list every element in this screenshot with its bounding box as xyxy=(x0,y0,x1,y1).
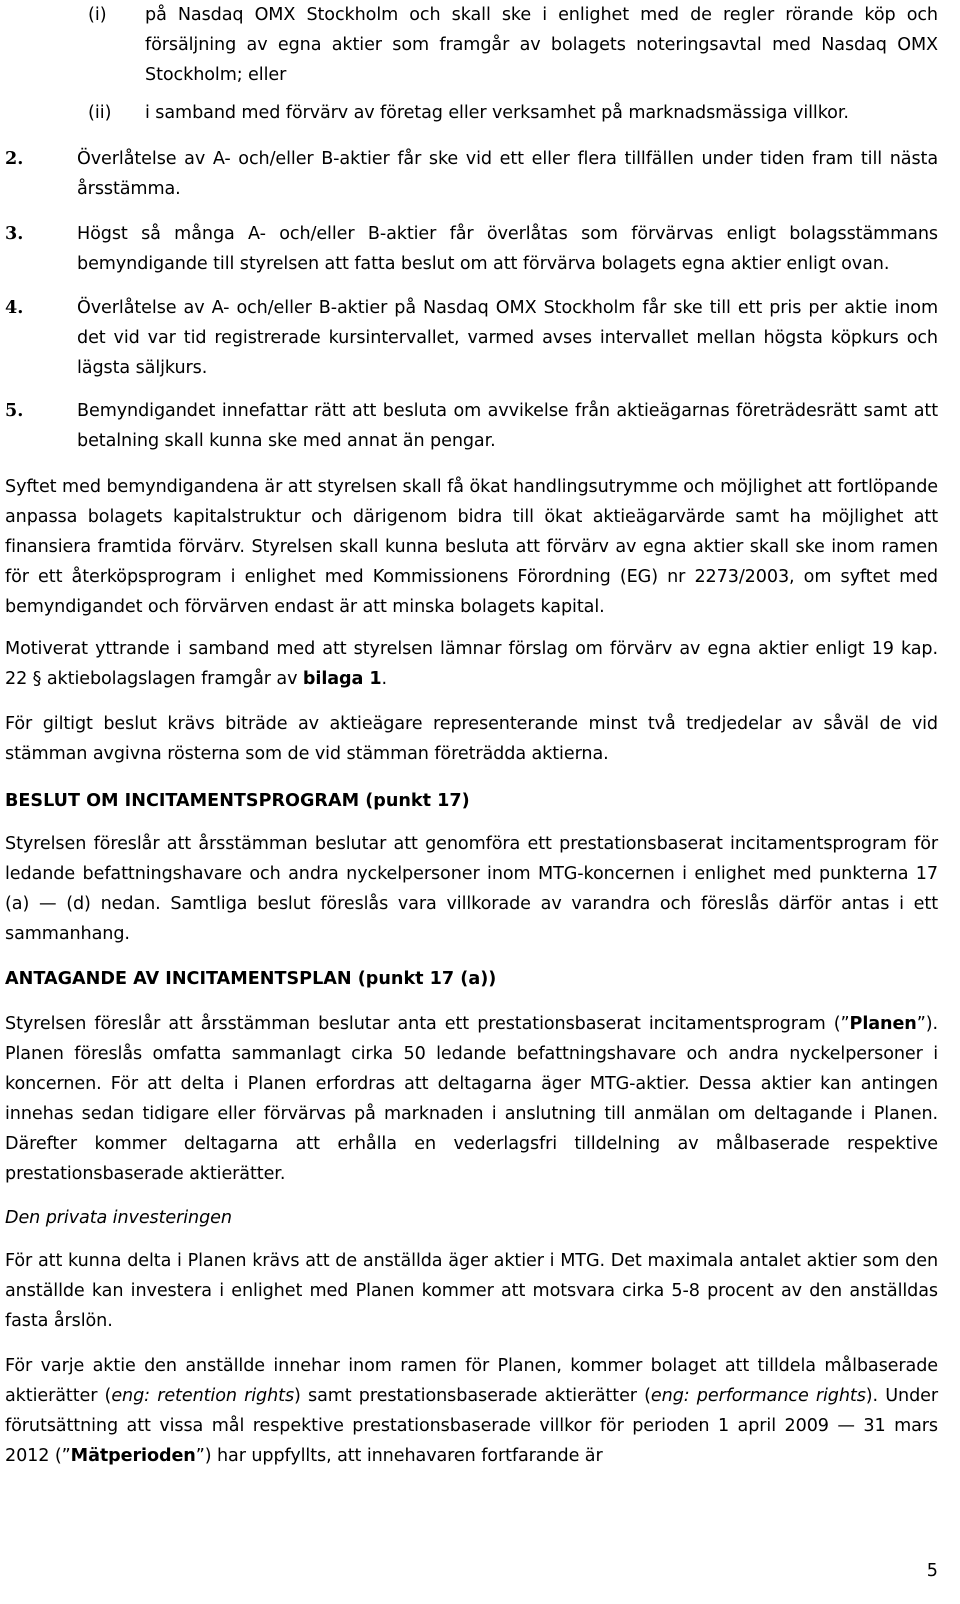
list-label: (i) xyxy=(88,5,107,25)
paragraph-styrelsen-1: Styrelsen föreslår att årsstämman beslutar att genomföra ett prestationsbaserat incitamentsprogram för ledande befattningshavare och andra nyckelpersoner inom MTG-koncernen i enlighet med punkterna 17 (a) — (d) nedan. Samtliga beslut föreslås vara villkorade av varandra och föreslås därför antas i ett sammanhang. xyxy=(5,834,938,944)
list-number: 5. xyxy=(5,400,24,421)
heading-antagande: ANTAGANDE AV INCITAMENTSPLAN (punkt 17 (a)) xyxy=(5,969,497,989)
list-text: Bemyndigandet innefattar rätt att besluta om avvikelse från aktieägarnas företrädesrätt samt att betalning skall kunna ske med annat än pengar. xyxy=(77,401,938,451)
list-text: Högst så många A- och/eller B-aktier får överlåtas som förvärvas enligt bolagsstämmans bemyndigande till styrelsen att fatta beslut om att förvärva bolagets egna aktier enligt ovan. xyxy=(77,224,938,274)
subheading-privata: Den privata investeringen xyxy=(5,1208,232,1228)
bold-run: Mätperioden xyxy=(70,1446,196,1466)
list-item-4 xyxy=(5,293,938,383)
list-item-2 xyxy=(5,144,938,204)
list-text: på Nasdaq OMX Stockholm och skall ske i enlighet med de regler rörande köp och försäljning av egna aktier som framgår av bolagets noteringsavtal med Nasdaq OMX Stockholm; eller xyxy=(145,5,938,85)
text-run: För varje aktie den anställde innehar inom ramen för Planen, kommer bolaget att tilldela målbaserade aktierätter ( xyxy=(5,1356,938,1406)
text-run: . xyxy=(381,669,387,689)
bold-run: bilaga 1 xyxy=(302,669,382,689)
text-run: Styrelsen föreslår att årsstämman beslutar anta ett prestationsbaserat incitamentsprogram (” xyxy=(5,1014,850,1034)
paragraph-styrelsen-2 xyxy=(5,1009,938,1189)
list-item-roman-ii xyxy=(5,98,938,128)
page-number: 5 xyxy=(926,1561,938,1581)
list-text: Överlåtelse av A- och/eller B-aktier får ske vid ett eller flera tillfällen under tiden fram till nästa årsstämma. xyxy=(77,149,938,199)
text-run: ). Under förutsättning att vissa mål respektive prestationsbaserade villkor för perioden 1 april 2009 — 31 mars 2012 (” xyxy=(5,1386,939,1466)
text-run: Motiverat yttrande i samband med att styrelsen lämnar förslag om förvärv av egna aktier enligt 19 kap. 22 § aktiebolagslagen framgår av xyxy=(5,639,938,689)
list-text: Överlåtelse av A- och/eller B-aktier på Nasdaq OMX Stockholm får ske till ett pris per aktie inom det vid var tid registrerade kursintervallet, varmed avses intervallet mellan högsta köpkurs och lägsta säljkurs. xyxy=(77,298,938,378)
list-item-3 xyxy=(5,219,938,279)
list-item-roman-i xyxy=(5,0,938,90)
list-number: 4. xyxy=(5,297,24,318)
list-text: i samband med förvärv av företag eller verksamhet på marknadsmässiga villkor. xyxy=(145,103,849,123)
paragraph-forvarje xyxy=(5,1351,938,1471)
text-run: ”) har uppfyllts, att innehavaren fortfarande är xyxy=(195,1446,603,1466)
text-run: ) samt prestationsbaserade aktierätter ( xyxy=(294,1386,651,1406)
paragraph-foratt: För att kunna delta i Planen krävs att de anställda äger aktier i MTG. Det maximala antalet aktier som den anställde kan investera i enlighet med Planen kommer att motsvara cirka 5-8 procent av den anställdas fasta årslön. xyxy=(5,1251,938,1331)
list-item-5 xyxy=(5,396,938,456)
heading-beslut: BESLUT OM INCITAMENTSPROGRAM (punkt 17) xyxy=(5,791,470,811)
italic-run: eng: performance rights xyxy=(650,1386,866,1406)
paragraph-motiverat xyxy=(5,634,938,694)
paragraph-syftet: Syftet med bemyndigandena är att styrelsen skall få ökat handlingsutrymme och möjlighet att fortlöpande anpassa bolagets kapitalstruktur och därigenom bidra till ökat aktieägarvärde samt ha möjlighet att finansiera framtida förvärv. Styrelsen skall kunna besluta att förvärv av egna aktier skall ske inom ramen för ett återköpsprogram i enlighet med Kommissionens Förordning (EG) nr 2273/2003, om syftet med bemyndigandet och förvärven endast är att minska bolagets kapital. xyxy=(5,477,938,617)
text-run: ”). Planen föreslås omfatta sammanlagt cirka 50 ledande befattningshavare och andra nyckelpersoner i koncernen. För att delta i Planen erfordras att deltagarna äger MTG-aktier. Dessa aktier kan antingen innehas sedan tidigare eller förvärvas på marknaden i anslutning till anmälan om deltagande i Planen. Därefter kommer deltagarna att erhålla en vederlagsfri tilldelning av målbaserade respektive prestationsbaserade aktierätter. xyxy=(5,1014,938,1184)
list-label: (ii) xyxy=(88,103,112,123)
italic-run: eng: retention rights xyxy=(111,1386,295,1406)
list-number: 2. xyxy=(5,148,24,169)
paragraph-giltigt: För giltigt beslut krävs biträde av aktieägare representerande minst två tredjedelar av såväl de vid stämman avgivna rösterna som de vid stämman företrädda aktierna. xyxy=(5,714,938,764)
bold-run: Planen xyxy=(849,1014,917,1034)
list-number: 3. xyxy=(5,223,24,244)
